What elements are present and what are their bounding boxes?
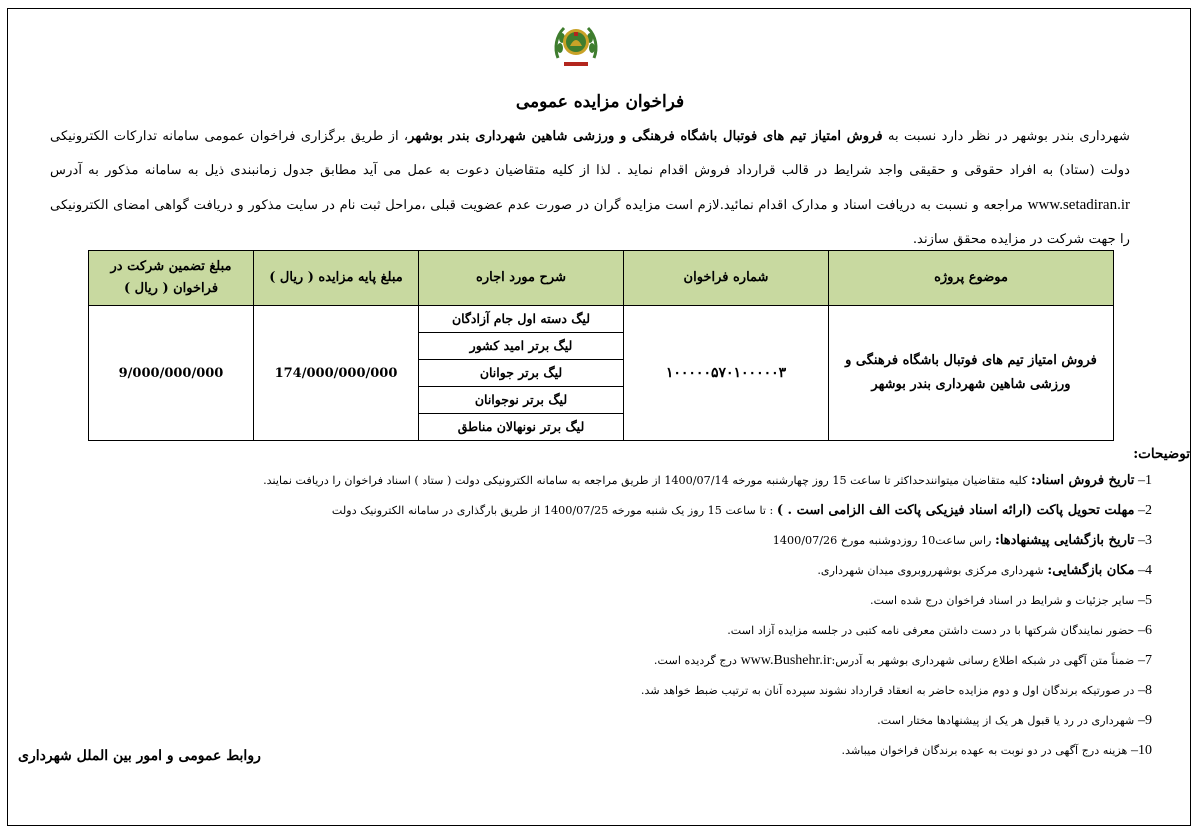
note-number: 7–: [1138, 653, 1152, 668]
intro-text-2: ، از طریق برگزاری فراخوان عمومی سامانه تدارکات الکترونیکی دولت (ستاد) به افراد حقوقی و حقیقی واجد شرایط در قالب قرارداد فروش اقدام نماید . لذا از کلیه متقاضیان دعوت به عمل می آید مطابق جدول زمانبندی ذیل به سامانه مذکور به آدرس: [50, 129, 1130, 178]
note-item: [52, 526, 1152, 556]
header-base: مبلغ پایه مزایده ( ریال ): [254, 251, 419, 306]
desc-item: لیگ برتر نوجوانان: [419, 387, 623, 414]
table-row: [89, 306, 1114, 441]
note-label: مکان بازگشایی:: [1047, 563, 1135, 578]
intro-text-3: مراجعه و نسبت به دریافت اسناد و مدارک اقدام نمائید.لازم است مزایده گران در صورت عدم عضویت قبلی ،مراحل ثبت نام در سایت مذکور و دریافت گواهی امضای الکترونیکی را جهت شرکت در مزایده محقق سازند.: [50, 198, 1130, 247]
note-number: 3–: [1138, 533, 1152, 548]
note-item: [52, 466, 1152, 496]
note-number: 6–: [1138, 623, 1152, 638]
note-number: 1–: [1138, 473, 1152, 488]
note-text: شهرداری در رد یا قبول هر یک از پیشنهادها مختار است.: [877, 714, 1135, 727]
municipality-emblem-icon: [550, 18, 602, 70]
note-text: حضور نمایندگان شرکتها با در دست داشتن معرفی نامه کتبی در جلسه مزایده آزاد است.: [727, 624, 1135, 637]
note-number: 2–: [1138, 503, 1152, 518]
desc-item: لیگ برتر جوانان: [419, 360, 623, 387]
note-number: 4–: [1138, 563, 1152, 578]
header-guarantee: مبلغ تضمین شرکت در فراخوان ( ریال ): [89, 251, 254, 306]
intro-paragraph: [50, 120, 1130, 257]
table-header-row: [89, 251, 1114, 306]
note-text: راس ساعت10 روزدوشنبه مورخ 1400/07/26: [772, 534, 996, 547]
auction-table: [88, 250, 1114, 441]
bushehr-link[interactable]: www.Bushehr.ir: [740, 653, 832, 668]
note-text: شهرداری مرکزی بوشهرروبروی میدان شهرداری.: [817, 564, 1048, 577]
note-text: هزینه درج آگهی در دو نوبت به عهده برندگان فراخوان میباشد.: [841, 744, 1128, 757]
note-text: ضمناً متن آگهی در شبکه اطلاع رسانی شهرداری بوشهر به آدرس:: [831, 654, 1135, 667]
note-number: 5–: [1138, 593, 1152, 608]
note-text: : تا ساعت 15 روز یک شنبه مورخه 1400/07/25 از طریق بارگذاری در سامانه الکترونیک دولت: [331, 504, 777, 517]
desc-item: لیگ برتر امید کشور: [419, 333, 623, 360]
note-label: مهلت تحویل پاکت (ارائه اسناد فیزیکی پاکت الف الزامی است . ): [776, 503, 1135, 518]
intro-subject-bold: فروش امتیاز تیم های فوتبال باشگاه فرهنگی و ورزشی شاهین شهرداری بندر بوشهر: [408, 129, 883, 144]
cell-guarantee: 9/000/000/000: [89, 306, 254, 441]
cell-desc: [419, 306, 624, 441]
intro-text-1: شهرداری بندر بوشهر در نظر دارد نسبت به: [882, 129, 1130, 144]
note-number: 8–: [1138, 683, 1152, 698]
cell-number: ۱۰۰۰۰۰۵۷۰۱۰۰۰۰۰۳: [624, 306, 829, 441]
note-item: [52, 586, 1152, 616]
note-text: درج گردیده است.: [653, 654, 741, 667]
header-desc: شرح مورد اجاره: [419, 251, 624, 306]
note-text: در صورتیکه برندگان اول و دوم مزایده حاضر به انعقاد قرارداد نشوند سپرده آنان به ترتیب ضبط خواهد شد.: [640, 684, 1135, 697]
cell-base: 174/000/000/000: [254, 306, 419, 441]
note-item: [52, 646, 1152, 676]
notes-list: [52, 466, 1152, 766]
note-item: [52, 616, 1152, 646]
cell-subject: فروش امتیاز تیم های فوتبال باشگاه فرهنگی و ورزشی شاهین شهرداری بندر بوشهر: [829, 306, 1114, 441]
note-item: [52, 706, 1152, 736]
note-item: [52, 496, 1152, 526]
notes-heading: توضیحات:: [1133, 446, 1190, 462]
note-number: 9–: [1138, 713, 1152, 728]
note-number: 10–: [1131, 743, 1152, 758]
header-subject: موضوع پروژه: [829, 251, 1114, 306]
note-item: [52, 556, 1152, 586]
note-text: کلیه متقاضیان میتوانندحداکثر تا ساعت 15 روز چهارشنبه مورخه 1400/07/14 از طریق مراجعه به سامانه الکترونیکی دولت ( ستاد ) اسناد فراخوان را دریافت نمایند.: [263, 474, 1031, 487]
desc-item: لیگ دسته اول جام آزادگان: [419, 306, 623, 333]
page-title: فراخوان مزایده عمومی: [515, 92, 685, 112]
note-item: [52, 676, 1152, 706]
note-text: سایر جزئیات و شرایط در اسناد فراخوان درج شده است.: [870, 594, 1135, 607]
footer-signature: روابط عمومی و امور بین الملل شهرداری: [18, 748, 261, 764]
desc-item: لیگ برتر نونهالان مناطق: [457, 419, 585, 434]
note-label: تاریخ فروش اسناد:: [1031, 473, 1135, 488]
header-number: شماره فراخوان: [624, 251, 829, 306]
setadiran-link[interactable]: www.setadiran.ir: [1027, 197, 1130, 213]
note-label: تاریخ بازگشایی پیشنهادها:: [995, 533, 1135, 548]
